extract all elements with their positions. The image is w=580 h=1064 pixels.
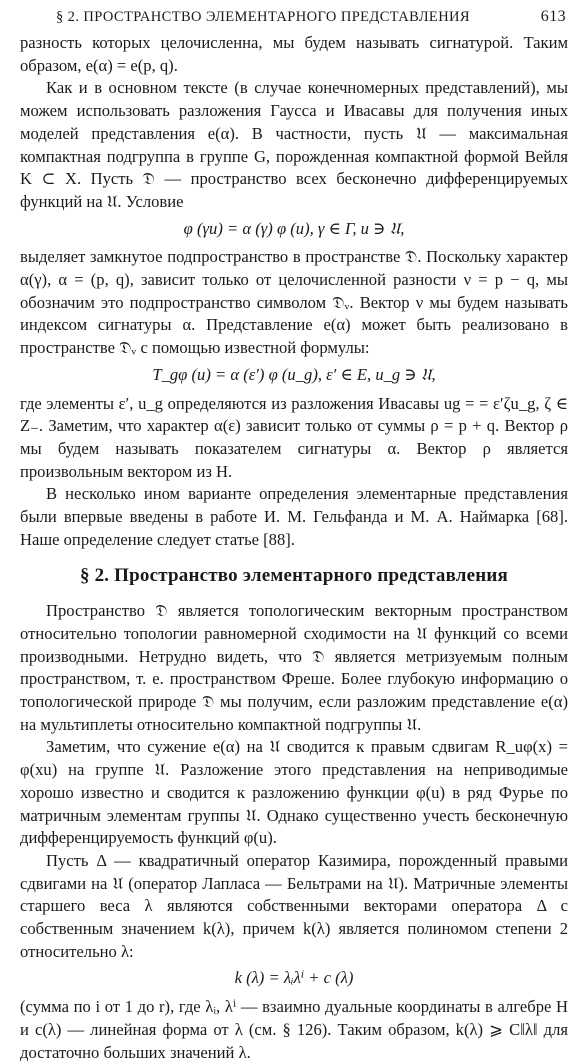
paragraph-8: Пусть Δ — квадратичный оператор Казимира, порожденный правыми сдвигами на 𝔘 (оператор Лапласа — Бельтрами на 𝔘). Матричные элементы старшего веса λ являются собственными векторами оператора Δ с собственным значением k(λ), причем k(λ) является полиномом степени 2 относительно λ: (20, 850, 568, 961)
running-head-title: § 2. ПРОСТРАНСТВО ЭЛЕМЕНТАРНОГО ПРЕДСТАВЛЕНИЯ (56, 9, 471, 25)
paragraph-3: выделяет замкнутое подпространство в пространстве 𝔇. Поскольку характер α(γ), α = (p, q), зависит только от целочисленной разности ν = p − q, мы обозначим это подпространство символом 𝔇ᵥ. Вектор ν мы будем называть индексом сигнатуры α. Представление e(α) может быть реализовано в пространстве 𝔇ᵥ с помощью известной формулы: (20, 247, 568, 358)
paragraph-4: где элементы ε′, u_g определяются из разложения Ивасавы ug = = ε′ζu_g, ζ ∈ Z₋. Заметим, что характер α(ε) зависит только от суммы ρ = p + q. Вектор ρ мы будем называть показателем сигнатуры α. Вектор ρ является произвольным вектором из H. (20, 393, 568, 481)
page-number: 613 (540, 8, 566, 25)
section-heading: § 2. Пространство элементарного представления (79, 565, 509, 587)
paragraph-1: разность которых целочисленна, мы будем называть сигнатурой. Таким образом, e(α) = e(p, q). (20, 33, 568, 75)
paragraph-6: Пространство 𝔇 является топологическим векторным пространством относительно топологии равномерной сходимости на 𝔘 функций со всеми производными. Нетрудно видеть, что 𝔇 является метризуемым полным пространством, т. е. пространством Фреше. Более глубокую информацию о топологической природе 𝔇 мы получим, если разложим представление e(α) на мультиплеты относительно компактной подгруппы 𝔘. (20, 601, 568, 734)
paragraph-5: В несколько ином варианте определения элементарные представления были впервые введены в работе И. М. Гельфанда и М. А. Наймарка [68]. Наше определение следует статье [88]. (20, 484, 568, 549)
formula-condition: φ (γu) = α (γ) φ (u), γ ∈ Γ, u ∋ 𝔘, (183, 218, 405, 238)
paragraph-7: Заметим, что сужение e(α) на 𝔘 сводится к правым сдвигам R_uφ(x) = φ(xu) на группе 𝔘. Разложение этого представления на неприводимые хорошо известно и сводится к разложению функции φ(u) в ряд Фурье по матричным элементам группы 𝔘. Однако существенно учесть бесконечную дифференцируемость функций φ(u). (20, 737, 568, 848)
running-head (56, 6, 568, 28)
paragraph-9: (сумма по i от 1 до r), где λᵢ, λⁱ — взаимно дуальные координаты в алгебре H и c(λ) — линейная форма от λ (см. § 126). Таким образом, k(λ) ⩾ C‖λ‖ для достаточно больших значений λ. (20, 997, 568, 1062)
formula-casimir: k (λ) = λᵢλⁱ + c (λ) (234, 968, 354, 988)
paragraph-2: Как и в основном тексте (в случае конечномерных представлений), мы можем использовать разложения Гаусса и Ивасавы для получения иных моделей представления e(α). В частности, пусть 𝔘 — максимальная компактная подгруппа в группе G, порожденная компактной формой Вейля K ⊂ X. Пусть 𝔇 — пространство всех бесконечно дифференцируемых функций на 𝔘. Условие (20, 78, 568, 211)
formula-representation: T_gφ (u) = α (ε′) φ (u_g), ε′ ∈ E, u_g ∋ 𝔘, (152, 364, 436, 384)
